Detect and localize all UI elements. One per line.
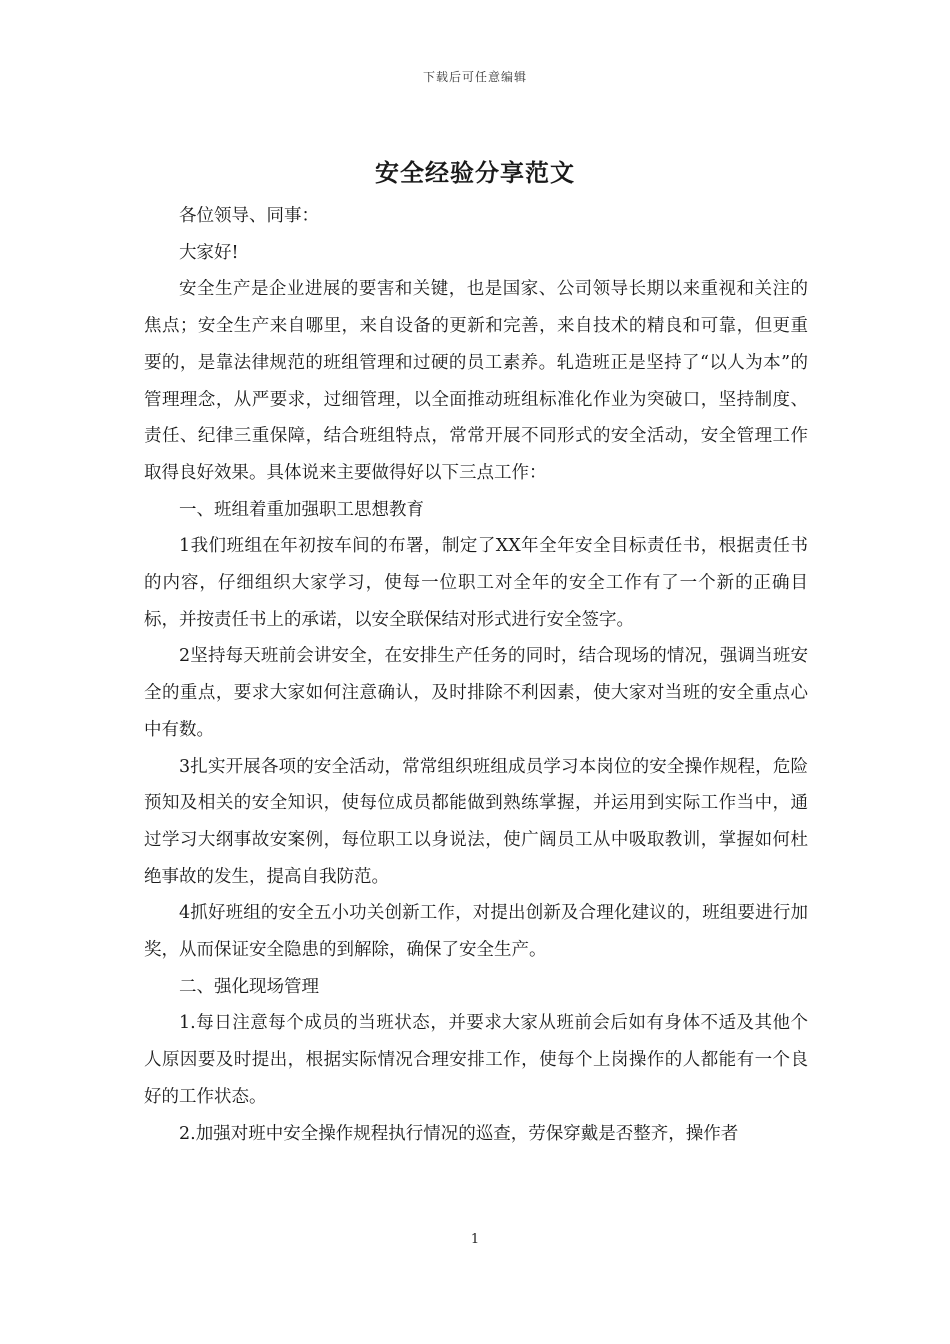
- salutation: 各位领导、同事：: [179, 206, 319, 226]
- intro-paragraph: 安全生产是企业进展的要害和关键，也是国家、公司领导长期以来重视和关注的焦点；安全生产来自哪里，来自设备的更新和完善，来自技术的精良和可靠，但更重要的，是靠法律规范的班组管理和过硬的员工素养。轧造班正是坚持了“以人为本”的管理理念，从严要求，过细管理，以全面推动班组标准化作业为突破口，坚持制度、责任、纪律三重保障，结合班组特点，常常开展不同形式的安全活动，安全管理工作取得良好效果。具体说来主要做得好以下三点工作：: [144, 279, 808, 483]
- document-title: 安全经验分享范文: [375, 158, 575, 187]
- body-paragraph: 2坚持每天班前会讲安全，在安排生产任务的同时，结合现场的情况，强调当班安全的重点，要求大家如何注意确认，及时排除不利因素，使大家对当班的安全重点心中有数。: [144, 646, 808, 740]
- body-paragraph: 3扎实开展各项的安全活动，常常组织班组成员学习本岗位的安全操作规程，危险预知及相关的安全知识，使每位成员都能做到熟练掌握，并运用到实际工作当中，通过学习大纲事故安案例，每位职工以身说法，使广阔员工从中吸取教训，掌握如何杜绝事故的发生，提高自我防范。: [144, 756, 808, 887]
- page-number: 1: [470, 1232, 480, 1247]
- body-paragraph: 2.加强对班中安全操作规程执行情况的巡查，劳保穿戴是否整齐，操作者: [179, 1123, 739, 1144]
- section-heading: 一、班组着重加强职工思想教育: [179, 499, 424, 520]
- document-body: [144, 198, 808, 1152]
- greeting: 大家好!: [179, 242, 239, 263]
- section-heading: 二、强化现场管理: [179, 976, 319, 997]
- body-paragraph: 4抓好班组的安全五小功关创新工作，对提出创新及合理化建议的，班组要进行加奖，从而保证安全隐患的到解除，确保了安全生产。: [144, 903, 808, 961]
- header-note: 下载后可任意编辑: [422, 70, 527, 84]
- body-paragraph: 1我们班组在年初按车间的布署，制定了XX年全年安全目标责任书，根据责任书的内容，仔细组织大家学习，使每一位职工对全年的安全工作有了一个新的正确目标，并按责任书上的承诺，以安全联保结对形式进行安全签字。: [144, 536, 808, 630]
- body-paragraph: 1.每日注意每个成员的当班状态，并要求大家从班前会后如有身体不适及其他个人原因要及时提出，根据实际情况合理安排工作，使每个上岗操作的人都能有一个良好的工作状态。: [144, 1013, 808, 1107]
